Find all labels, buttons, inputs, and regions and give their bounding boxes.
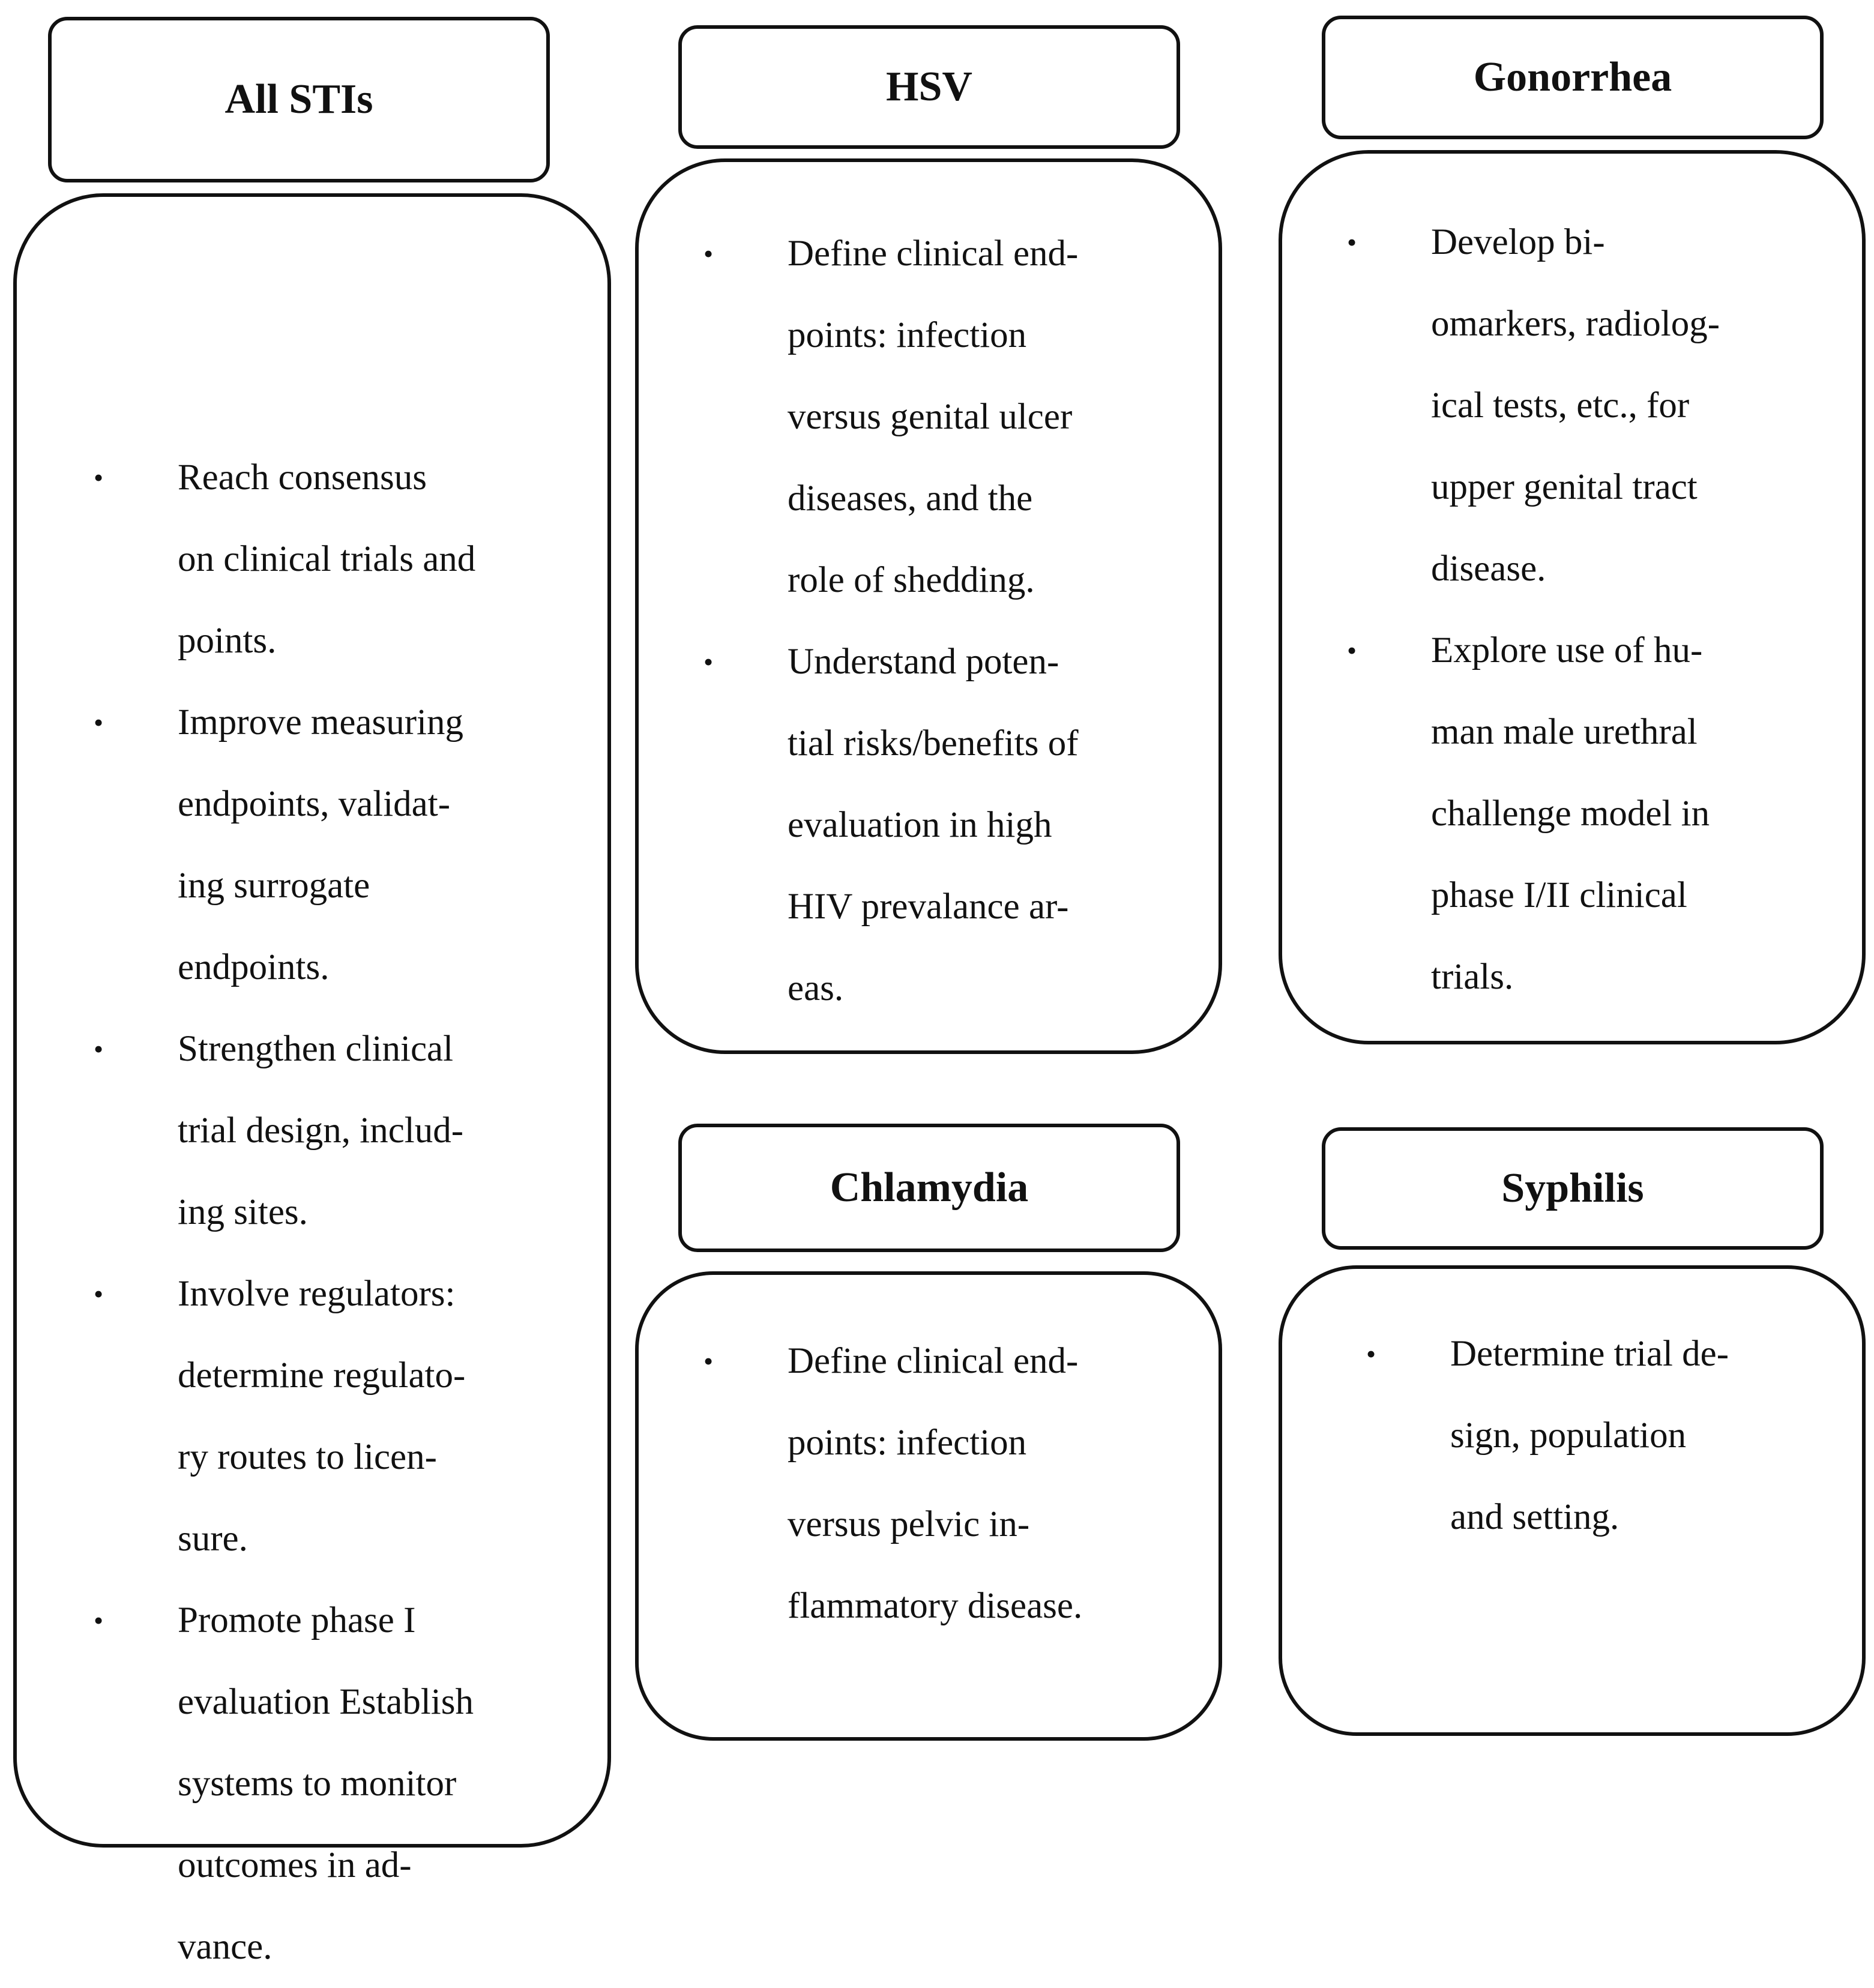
chlamydia-list xyxy=(697,1321,1208,1647)
list-item xyxy=(88,1008,604,1253)
list-item xyxy=(1341,610,1851,1018)
syphilis-title: Syphilis xyxy=(1501,1165,1644,1211)
syphilis-header xyxy=(1322,1127,1824,1250)
list-item-text: Develop bi- omarkers, radiolog- ical tests, etc., for upper genital tract disease. xyxy=(1431,222,1720,589)
gonorrhea-panel xyxy=(1279,150,1866,1044)
chlamydia-header xyxy=(678,1124,1180,1252)
list-item xyxy=(88,437,604,682)
bullet-icon: • xyxy=(94,1279,104,1309)
hsv-title: HSV xyxy=(886,64,972,110)
gonorrhea-title: Gonorrhea xyxy=(1473,54,1672,100)
list-item xyxy=(1341,202,1851,610)
gonorrhea-list xyxy=(1341,202,1851,1018)
list-item-text: Understand poten- tial risks/benefits of evaluation in high HIV prevalance ar- eas. xyxy=(788,642,1079,1008)
syphilis-panel xyxy=(1279,1265,1866,1736)
list-item xyxy=(697,1321,1208,1647)
bullet-icon: • xyxy=(94,462,104,493)
chlamydia-panel xyxy=(635,1271,1222,1741)
bullet-icon: • xyxy=(1366,1339,1376,1369)
list-item xyxy=(88,682,604,1008)
bullet-icon: • xyxy=(94,1605,104,1636)
list-item-text: Define clinical end- points: infection versus pelvic in- flammatory disease. xyxy=(788,1341,1083,1626)
all-stis-list xyxy=(88,437,604,1988)
gonorrhea-header xyxy=(1322,16,1824,139)
bullet-icon: • xyxy=(1347,227,1357,258)
bullet-icon: • xyxy=(94,707,104,738)
bullet-icon: • xyxy=(704,238,714,269)
list-item xyxy=(697,621,1208,1029)
list-item xyxy=(88,1253,604,1580)
list-item-text: Promote phase I evaluation Establish systems to monitor outcomes in ad- vance. xyxy=(178,1600,474,1967)
chlamydia-title: Chlamydia xyxy=(830,1164,1029,1211)
all-stis-panel xyxy=(13,193,611,1967)
list-item xyxy=(88,1580,604,1988)
syphilis-list xyxy=(1360,1313,1852,1558)
hsv-panel xyxy=(635,158,1222,1054)
list-item xyxy=(697,213,1208,621)
list-item xyxy=(1360,1313,1852,1558)
bullet-icon: • xyxy=(94,1034,104,1064)
list-item-text: Involve regulators: determine regulato- ry routes to licen- sure. xyxy=(178,1274,466,1559)
bullet-icon: • xyxy=(704,646,714,677)
all-stis-header xyxy=(48,17,550,182)
list-item-text: Reach consensus on clinical trials and points. xyxy=(178,457,476,661)
bullet-icon: • xyxy=(1347,635,1357,666)
list-item-text: Strengthen clinical trial design, includ- ing sites. xyxy=(178,1029,464,1232)
hsv-list xyxy=(697,213,1208,1029)
list-item-text: Determine trial de- sign, population and setting. xyxy=(1450,1334,1729,1537)
list-item-text: Improve measuring endpoints, validat- ing surrogate endpoints. xyxy=(178,702,463,987)
list-item-text: Define clinical end- points: infection versus genital ulcer diseases, and the role of shedding. xyxy=(788,233,1079,600)
hsv-header xyxy=(678,25,1180,149)
list-item-text: Explore use of hu- man male urethral challenge model in phase I/II clinical trials. xyxy=(1431,630,1710,997)
bullet-icon: • xyxy=(704,1346,714,1376)
all-stis-title: All STIs xyxy=(224,76,373,122)
